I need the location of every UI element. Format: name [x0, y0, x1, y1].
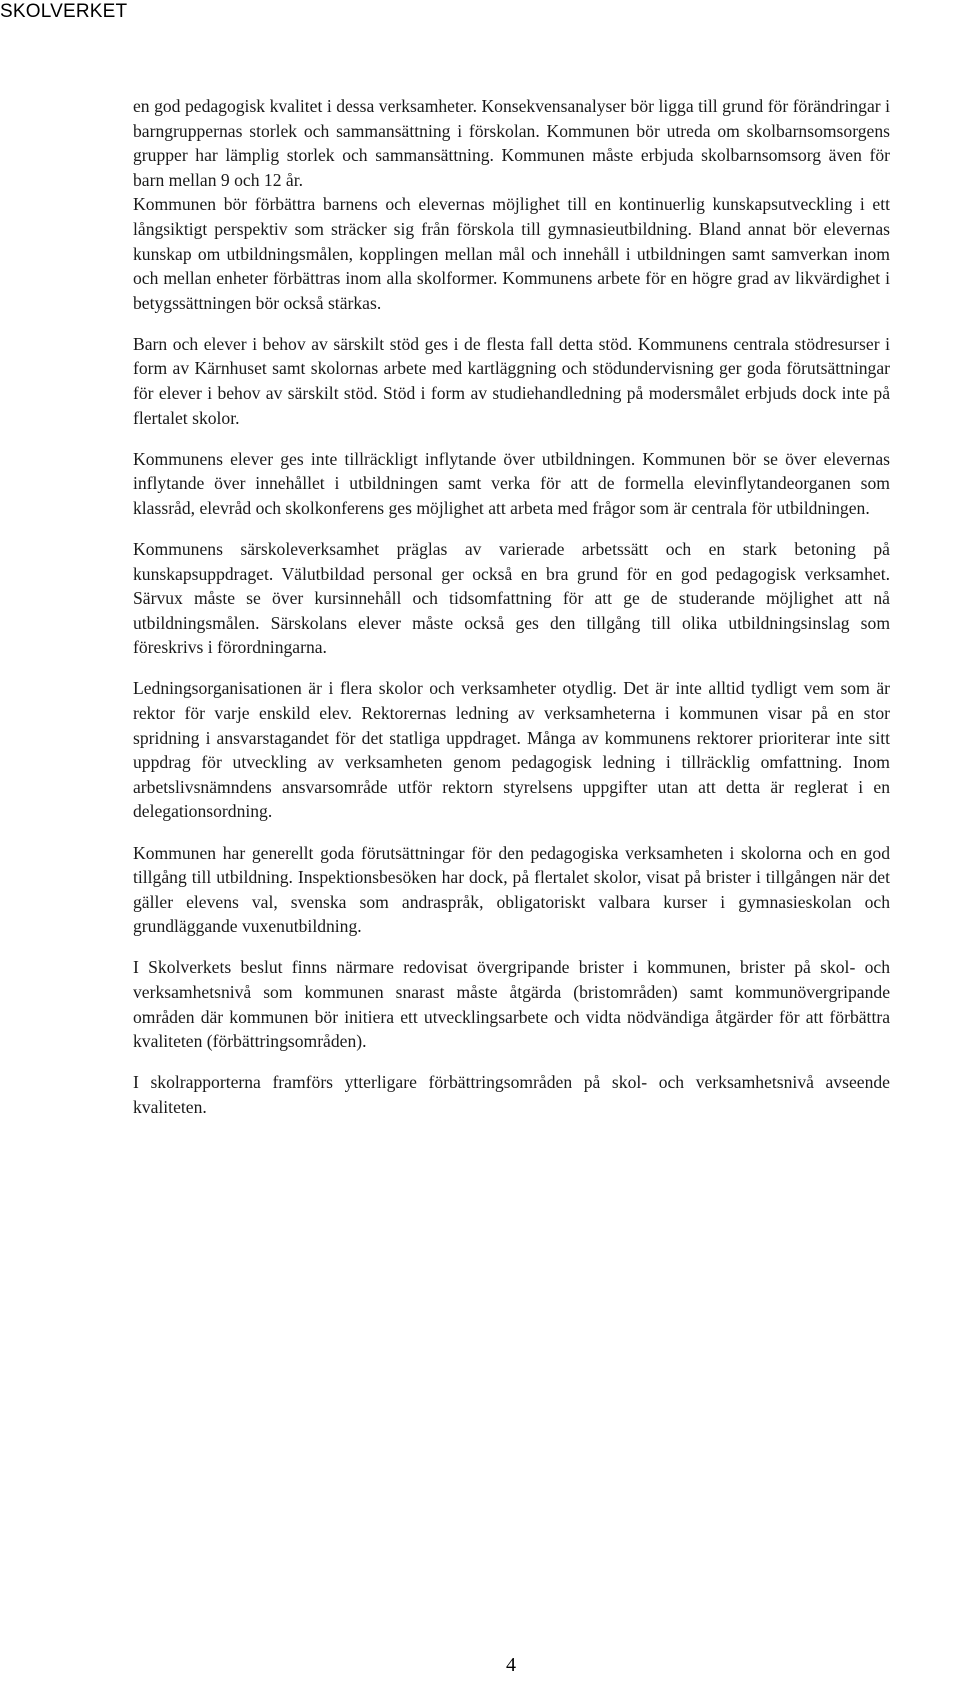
header-label: SKOLVERKET	[0, 1, 128, 22]
paragraph-2: Kommunen bör förbättra barnens och elevernas möjlighet till en kontinuerlig kunskapsutveckling i ett långsiktigt perspektiv som sträcker sig från förskola till gymnasieutbildning. Bland annat bör elevernas kunskap om utbildningsmålen, kopplingen mellan mål och innehåll i utbildningen samt samverkan inom och mellan enheter förbättras inom alla skolformer. Kommunens arbete för en högre grad av likvärdighet i betygssättningen bör också stärkas.	[133, 194, 890, 313]
document-body	[133, 94, 890, 1136]
page-number: 4	[506, 1654, 516, 1676]
paragraph-5: Kommunens särskoleverksamhet präglas av varierade arbetssätt och en stark betoning på kunskapsuppdraget. Välutbildad personal ger också en bra grund för en god pedagogisk verksamhet. Särvux måste se över kursinnehåll och tidsomfattning för att ge de studerande möjlighet att nå utbildningsmålen. Särskolans elever måste också ges den tillgång till olika utbildningsinslag som föreskrivs i förordningarna.	[133, 539, 890, 658]
paragraph-9: I skolrapporterna framförs ytterligare förbättringsområden på skol- och verksamhetsnivå avseende kvaliteten.	[133, 1072, 890, 1117]
paragraph-1: en god pedagogisk kvalitet i dessa verksamheter. Konsekvensanalyser bör ligga till grund för förändringar i barngruppernas storlek och sammansättning i förskolan. Kommunen bör utreda om skolbarnsomsorgens grupper har lämplig storlek och sammansättning. Kommunen måste erbjuda skolbarnsomsorg även för barn mellan 9 och 12 år.	[133, 96, 890, 190]
paragraph-8: I Skolverkets beslut finns närmare redovisat övergripande brister i kommunen, brister på skol- och verksamhetsnivå som kommunen snarast måste åtgärda (bristområden) samt kommunövergripande områden där kommunen bör initiera ett utvecklingsarbete och vidta nödvändiga åtgärder för att förbättra kvaliteten (förbättringsområden).	[133, 957, 890, 1052]
paragraph-4: Kommunens elever ges inte tillräckligt inflytande över utbildningen. Kommunen bör se över elevernas inflytande över innehållet i utbildningen samt verka för att de formella elevinflytandeorganen som klassråd, elevråd och skolkonferens ges möjlighet att arbeta med frågor som är centrala för utbildningen.	[133, 448, 890, 518]
paragraph-3: Barn och elever i behov av särskilt stöd ges i de flesta fall detta stöd. Kommunens centrala stödresurser i form av Kärnhuset samt skolornas arbete med kartläggning och stödundervisning ger goda förutsättningar för elever i behov av särskilt stöd. Stöd i form av studiehandledning på modersmålet erbjuds dock inte på flertalet skolor.	[133, 333, 890, 428]
paragraph-7: Kommunen har generellt goda förutsättningar för den pedagogiska verksamheten i skolorna och en god tillgång till utbildning. Inspektionsbesöken har dock, på flertalet skolor, visat på brister i tillgången när det gäller elevens val, svenska som andraspråk, obligatoriskt valbara kurser i gymnasieskolan och grundläggande vuxenutbildning.	[133, 842, 890, 937]
paragraph-6: Ledningsorganisationen är i flera skolor och verksamheter otydlig. Det är inte alltid tydligt vem som är rektor för varje enskild elev. Rektorernas ledning av verksamheterna i kommunen visar på en stor spridning i ansvarstagandet för det statliga uppdraget. Många av kommunens rektorer prioriterar inte sitt uppdrag för utveckling av verksamheten genom pedagogisk ledning i tillräcklig omfattning. Inom arbetslivsnämndens ansvarsområde utför rektorn styrelsens uppgifter utan att detta är reglerat i en delegationsordning.	[133, 678, 890, 822]
